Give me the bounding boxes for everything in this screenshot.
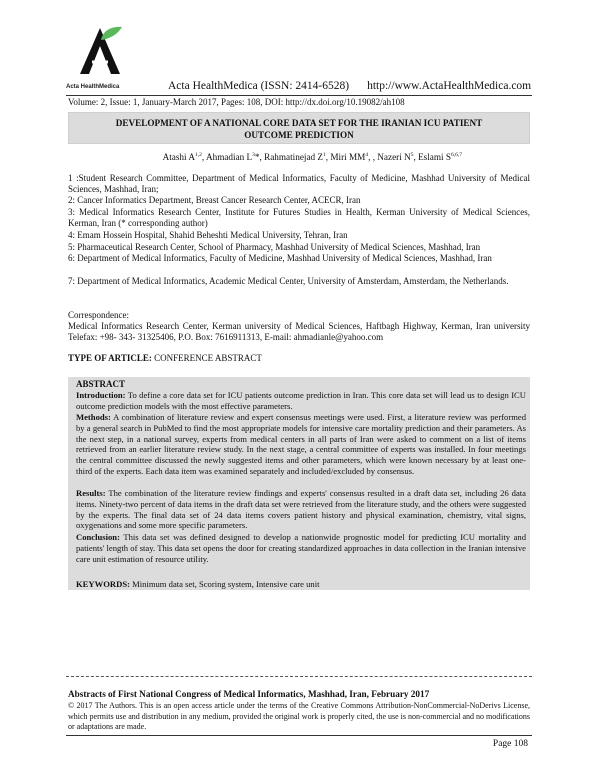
- license-text: © 2017 The Authors. This is an open access article under the terms of the Creative Commons Attribution-NonCommercial-NoDerivs License, which permits use and distribution in any medium, provided the original work is properly cited, the use is non-commercial and no modifications or adaptations are made.: [68, 701, 530, 731]
- affiliation-7: 7: Department of Medical Informatics, Academic Medical Center, University of Amsterdam, Amsterdam, the Netherlands.: [68, 276, 509, 286]
- affiliation-6: 6: Department of Medical Informatics, Faculty of Medicine, Mashhad University of Medical Sciences, Mashhad, Iran: [68, 253, 492, 263]
- author: Atashi A: [162, 152, 195, 163]
- correspondence-label: Correspondence:: [68, 310, 129, 320]
- author: Miri MM: [330, 152, 366, 163]
- header-divider: [66, 95, 532, 96]
- title-line-1: DEVELOPMENT OF A NATIONAL CORE DATA SET FOR THE IRANIAN ICU PATIENT: [115, 118, 483, 128]
- affiliation-3: 3: Medical Informatics Research Center, Institute for Futures Studies in Health, Kerman University of Medical Sciences, Kerman, Iran (* corresponding author): [68, 207, 530, 228]
- author: Nazeri N: [377, 152, 411, 163]
- article-type: [68, 353, 262, 363]
- affiliation-1: 1 :Student Research Committee, Department of Medical Informatics, Faculty of Medicine, Mashhad University of Medical Sciences, Mashhad, Iran;: [68, 173, 530, 194]
- abstract-methods: Methods: A combination of literature review and expert consensus meetings were used. First, a literature review was performed by a general search in PubMed to find the most appropriate models for intensive care mortality prediction and their parameters. As the next step, in a national survey, experts from medical centers in all parts of Iran were asked to comment on a list of items retrieved from an earlier literature review study. In the next stage, a central committee of experts was installed. In four meetings the central committee discussed the newly suggested items and other parameters, which were known necessary by at least one-third of the experts. Each data item was examined separately and included/excluded by consensus.: [76, 412, 526, 476]
- journal-url[interactable]: http://www.ActaHealthMedica.com: [367, 80, 532, 92]
- abstract-results: Results: The combination of the literature review findings and experts' consensus resulted in a draft data set, including 26 data items. Ninety-two percent of data items in the draft data set were retrieved from the literature study, and the others were suggested by the experts. The final data set of 24 data items covers patient history and physical examination, chemistry, vital signs, oxygenations and some more specific parameters.: [76, 488, 526, 531]
- author: Ahmadian L: [205, 152, 253, 163]
- volume-line: Volume: 2, Issue: 1, January-March 2017, Pages: 108, DOI: http://dx.doi.org/10.19082/ah108: [68, 97, 405, 107]
- affiliation-4: 4: Emam Hossein Hospital, Shahid Beheshti Medical University, Tehran, Iran: [68, 230, 348, 240]
- affiliation-2: 2: Cancer Informatics Department, Breast Cancer Research Center, ACECR, Iran: [68, 195, 361, 205]
- journal-name: Acta HealthMedica (ISSN: 2414-6528): [168, 80, 350, 92]
- abstract-heading: ABSTRACT: [76, 379, 126, 389]
- footer-divider: [66, 735, 532, 736]
- correspondence-text: Medical Informatics Research Center, Kerman university of Medical Sciences, Haftbagh Highway, Kerman, Iran university Telefax: +98- 343- 31325406, P.O. Box: 7616911313, E-mail: ahmadianle@yahoo.com: [68, 321, 530, 342]
- page-number: Page 108: [492, 739, 528, 749]
- abstract-introduction: Introduction: To define a core data set for ICU patients outcome prediction in Iran. This core data set will lead us to design ICU outcome prediction models with the most effective parameters.: [76, 390, 526, 411]
- article-type-label: TYPE OF ARTICLE:: [68, 353, 152, 363]
- article-type-value: CONFERENCE ABSTRACT: [151, 353, 262, 363]
- author: Rahmatinejad Z: [264, 152, 324, 163]
- logo-text: Acta HealthMedica: [66, 84, 120, 90]
- abstract-keywords: KEYWORDS: Minimum data set, Scoring system, Intensive care unit: [76, 579, 320, 589]
- title-line-2: OUTCOME PREDICTION: [244, 130, 354, 140]
- acta-healthmedica-logo: [70, 24, 130, 78]
- conference-title: Abstracts of First National Congress of Medical Informatics, Mashhad, Iran, February 2017: [68, 689, 430, 699]
- author-list: Atashi A$^{1,2}$, Ahmadian $L^3*$, Rahmatinejad $Z^1$, Miri $MM^4$, , Nazeri $N^5$, Eslami S$^{6,6,7}$: [162, 152, 462, 163]
- abstract-conclusion: Conclusion: This data set was defined designed to develop a nationwide prognostic model for predicting ICU mortality and patients' length of stay. This data set opens the door for creating standardized approaches in data collection in the Iranian intensive care unit estimation of resource utility.: [76, 532, 526, 564]
- journal-header: [168, 80, 531, 92]
- affiliation-5: 5: Pharmaceutical Research Center, School of Pharmacy, Mashhad University of Medical Sciences, Mashhad, Iran: [68, 242, 481, 252]
- footer-dashed-divider: [66, 676, 532, 677]
- article-title: [68, 112, 530, 144]
- author: Eslami S: [418, 152, 451, 163]
